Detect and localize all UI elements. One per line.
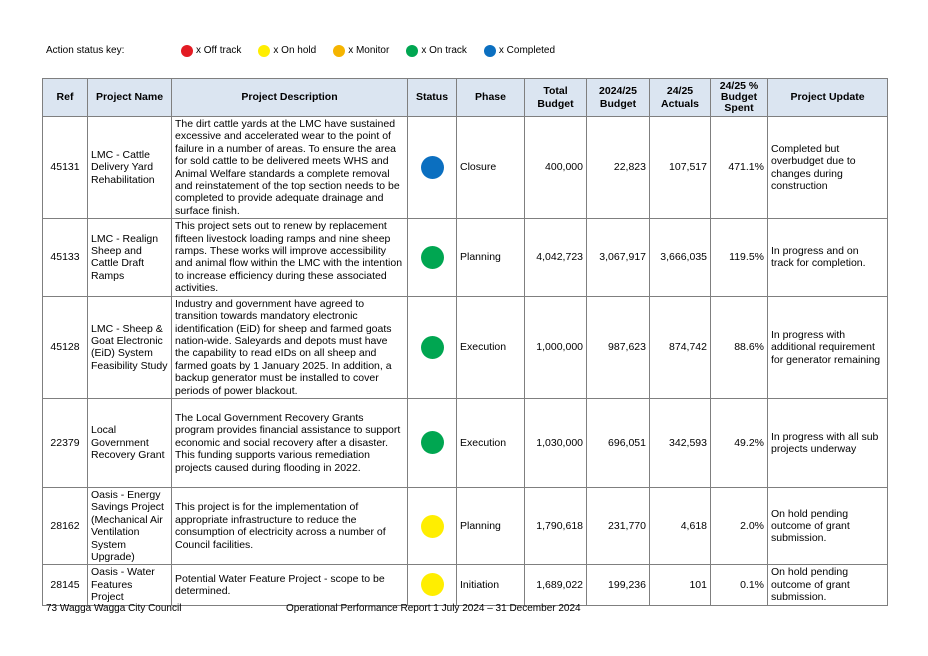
cell-2024-25-budget: 231,770 [587, 487, 650, 564]
cell-ref: 45128 [43, 296, 88, 398]
cell-2024-25-budget: 3,067,917 [587, 219, 650, 296]
cell-project-description: Industry and government have agreed to transition towards mandatory electronic identification (EiD) for sheep and farmed goats nation-wide. Saleyards and depots must have the capability to read eIDs on all sheep and farmed goats by 1 January 2025. In addition, a backup generator must be installed to cover periods of power blackout. [172, 296, 408, 398]
table-row [43, 565, 888, 605]
cell-project-name: Local Government Recovery Grant [88, 398, 172, 487]
cell-budget-spent: 88.6% [711, 296, 768, 398]
status-indicator-icon [421, 156, 444, 179]
header-phase: Phase [457, 79, 525, 117]
cell-24-25-actuals: 101 [650, 565, 711, 605]
cell-status [408, 296, 457, 398]
status-key-item [484, 45, 555, 57]
status-key-text: x On hold [273, 45, 317, 56]
cell-ref: 45131 [43, 117, 88, 219]
status-indicator-icon [421, 246, 444, 269]
cell-status [408, 398, 457, 487]
status-dot-icon [406, 45, 418, 57]
status-key-text: x Off track [196, 45, 242, 56]
footer-page-info: 73 Wagga Wagga City Council [46, 603, 182, 614]
cell-total-budget: 1,790,618 [525, 487, 587, 564]
cell-total-budget: 400,000 [525, 117, 587, 219]
cell-project-name: LMC - Cattle Delivery Yard Rehabilitation [88, 117, 172, 219]
status-indicator-icon [421, 431, 444, 454]
status-key-text: x Completed [498, 45, 556, 56]
cell-ref: 45133 [43, 219, 88, 296]
header-ref: Ref [43, 79, 88, 117]
cell-project-description: The dirt cattle yards at the LMC have sustained excessive and accelerated wear to the point of failure in a number of areas. To ensure the area for sold cattle to be delivered meets WHS and Animal Welfare standards a complete removal and reinstatement of the top section needs to be completed to provide adequate drainage and surface finish. [172, 117, 408, 219]
cell-total-budget: 1,689,022 [525, 565, 587, 605]
status-indicator-icon [421, 336, 444, 359]
header-budget-spent: 24/25 % Budget Spent [711, 79, 768, 117]
table-row [43, 219, 888, 296]
cell-project-description: This project sets out to renew by replacement fifteen livestock loading ramps and nine sheep ramps. These works will improve accessibility and animal flow within the LMC with the intention to increase efficiency during these associated activities. [172, 219, 408, 296]
status-indicator-icon [421, 515, 444, 538]
cell-project-update: On hold pending outcome of grant submission. [768, 565, 888, 605]
cell-24-25-actuals: 874,742 [650, 296, 711, 398]
cell-status [408, 117, 457, 219]
status-key-item [333, 45, 389, 57]
cell-2024-25-budget: 987,623 [587, 296, 650, 398]
cell-project-description: This project is for the implementation of appropriate infrastructure to reduce the consumption of electricity across a number of Council facilities. [172, 487, 408, 564]
cell-phase: Execution [457, 398, 525, 487]
cell-total-budget: 1,000,000 [525, 296, 587, 398]
cell-project-name: LMC - Realign Sheep and Cattle Draft Ramps [88, 219, 172, 296]
status-dot-icon [181, 45, 193, 57]
status-key-item [406, 45, 467, 57]
header-2024-25-budget: 2024/25 Budget [587, 79, 650, 117]
status-indicator-icon [421, 573, 444, 596]
header-24-25-actuals: 24/25 Actuals [650, 79, 711, 117]
cell-phase: Planning [457, 219, 525, 296]
cell-phase: Closure [457, 117, 525, 219]
cell-project-name: LMC - Sheep & Goat Electronic (EiD) System Feasibility Study [88, 296, 172, 398]
cell-2024-25-budget: 22,823 [587, 117, 650, 219]
cell-total-budget: 1,030,000 [525, 398, 587, 487]
table-row [43, 296, 888, 398]
status-key-item [181, 45, 241, 57]
cell-budget-spent: 49.2% [711, 398, 768, 487]
cell-budget-spent: 0.1% [711, 565, 768, 605]
header-project-description: Project Description [172, 79, 408, 117]
cell-project-update: In progress with additional requirement for generator remaining [768, 296, 888, 398]
cell-status [408, 219, 457, 296]
table-header-row [43, 79, 888, 117]
status-key-items [181, 45, 572, 57]
cell-24-25-actuals: 107,517 [650, 117, 711, 219]
table-row [43, 487, 888, 564]
cell-budget-spent: 2.0% [711, 487, 768, 564]
cell-2024-25-budget: 696,051 [587, 398, 650, 487]
cell-ref: 22379 [43, 398, 88, 487]
cell-ref: 28145 [43, 565, 88, 605]
cell-2024-25-budget: 199,236 [587, 565, 650, 605]
projects-table [42, 78, 888, 606]
header-project-name: Project Name [88, 79, 172, 117]
table-row [43, 117, 888, 219]
cell-project-update: On hold pending outcome of grant submission. [768, 487, 888, 564]
cell-24-25-actuals: 4,618 [650, 487, 711, 564]
status-key-item [258, 45, 316, 57]
status-key [46, 44, 572, 58]
cell-ref: 28162 [43, 487, 88, 564]
cell-total-budget: 4,042,723 [525, 219, 587, 296]
cell-budget-spent: 119.5% [711, 219, 768, 296]
cell-24-25-actuals: 3,666,035 [650, 219, 711, 296]
table-row [43, 398, 888, 487]
cell-project-name: Oasis - Water Features Project [88, 565, 172, 605]
cell-project-update: In progress with all sub projects underway [768, 398, 888, 487]
cell-project-update: In progress and on track for completion. [768, 219, 888, 296]
cell-24-25-actuals: 342,593 [650, 398, 711, 487]
cell-project-description: The Local Government Recovery Grants program provides financial assistance to support economic and social recovery after a disaster. This funding supports various remediation projects caused during flooding in 2022. [172, 398, 408, 487]
cell-phase: Execution [457, 296, 525, 398]
cell-project-update: Completed but overbudget due to changes during construction [768, 117, 888, 219]
cell-budget-spent: 471.1% [711, 117, 768, 219]
status-key-text: x On track [421, 45, 467, 56]
status-key-label: Action status key: [46, 45, 125, 56]
cell-status [408, 487, 457, 564]
header-total-budget: Total Budget [525, 79, 587, 117]
status-dot-icon [333, 45, 345, 57]
cell-project-name: Oasis - Energy Savings Project (Mechanical Air Ventilation System Upgrade) [88, 487, 172, 564]
header-status: Status [408, 79, 457, 117]
cell-phase: Planning [457, 487, 525, 564]
status-dot-icon [484, 45, 496, 57]
header-project-update: Project Update [768, 79, 888, 117]
cell-status [408, 565, 457, 605]
status-dot-icon [258, 45, 270, 57]
footer-report-title: Operational Performance Report 1 July 2024 – 31 December 2024 [286, 603, 581, 614]
cell-project-description: Potential Water Feature Project - scope to be determined. [172, 565, 408, 605]
cell-phase: Initiation [457, 565, 525, 605]
status-key-text: x Monitor [348, 45, 390, 56]
